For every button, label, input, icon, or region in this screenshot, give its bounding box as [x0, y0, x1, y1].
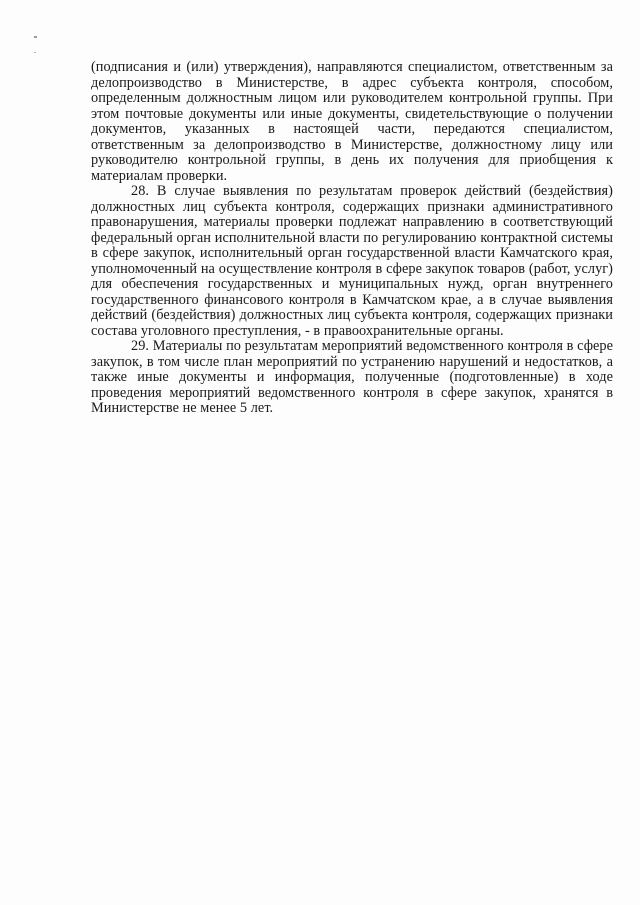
paragraph-item-28: 28. В случае выявления по результатам проверок действий (бездействия) должностных лиц субъекта контроля, содержащих признаки административного правонарушения, материалы проверки подлежат направлению в соответствующий федеральный орган исполнительной власти по регулированию контрактной системы в сфере закупок, исполнительный орган государственной власти Камчатского края, уполномоченный на осуществление контроля в сфере закупок товаров (работ, услуг) для обеспечения государственных и муниципальных нужд, орган внутреннего государственного финансового контроля в Камчатском крае, а в случае выявления действий (бездействия) должностных лиц субъекта контроля, содержащих признаки состава уголовного преступления, - в правоохранительные органы.	[91, 183, 613, 339]
scan-artifact	[34, 36, 37, 38]
paragraph-item-29: 29. Материалы по результатам мероприятий ведомственного контроля в сфере закупок, в том числе план мероприятий по устранению нарушений и недостатков, а также иные документы и информация, полученные (подготовленные) в ходе проведения мероприятий ведомственного контроля в сфере закупок, хранятся в Министерстве не менее 5 лет.	[91, 338, 613, 416]
scan-artifact	[34, 52, 36, 53]
paragraph-continuation: (подписания и (или) утверждения), направляются специалистом, ответственным за делопроизводство в Министерстве, в адрес субъекта контроля, способом, определенным должностным лицом или руководителем контрольной группы. При этом почтовые документы или иные документы, свидетельствующие о получении документов, указанных в настоящей части, передаются специалистом, ответственным за делопроизводство в Министерстве, должностному лицу или руководителю контрольной группы, в день их получения для приобщения к материалам проверки.	[91, 59, 613, 184]
document-body	[91, 60, 613, 417]
